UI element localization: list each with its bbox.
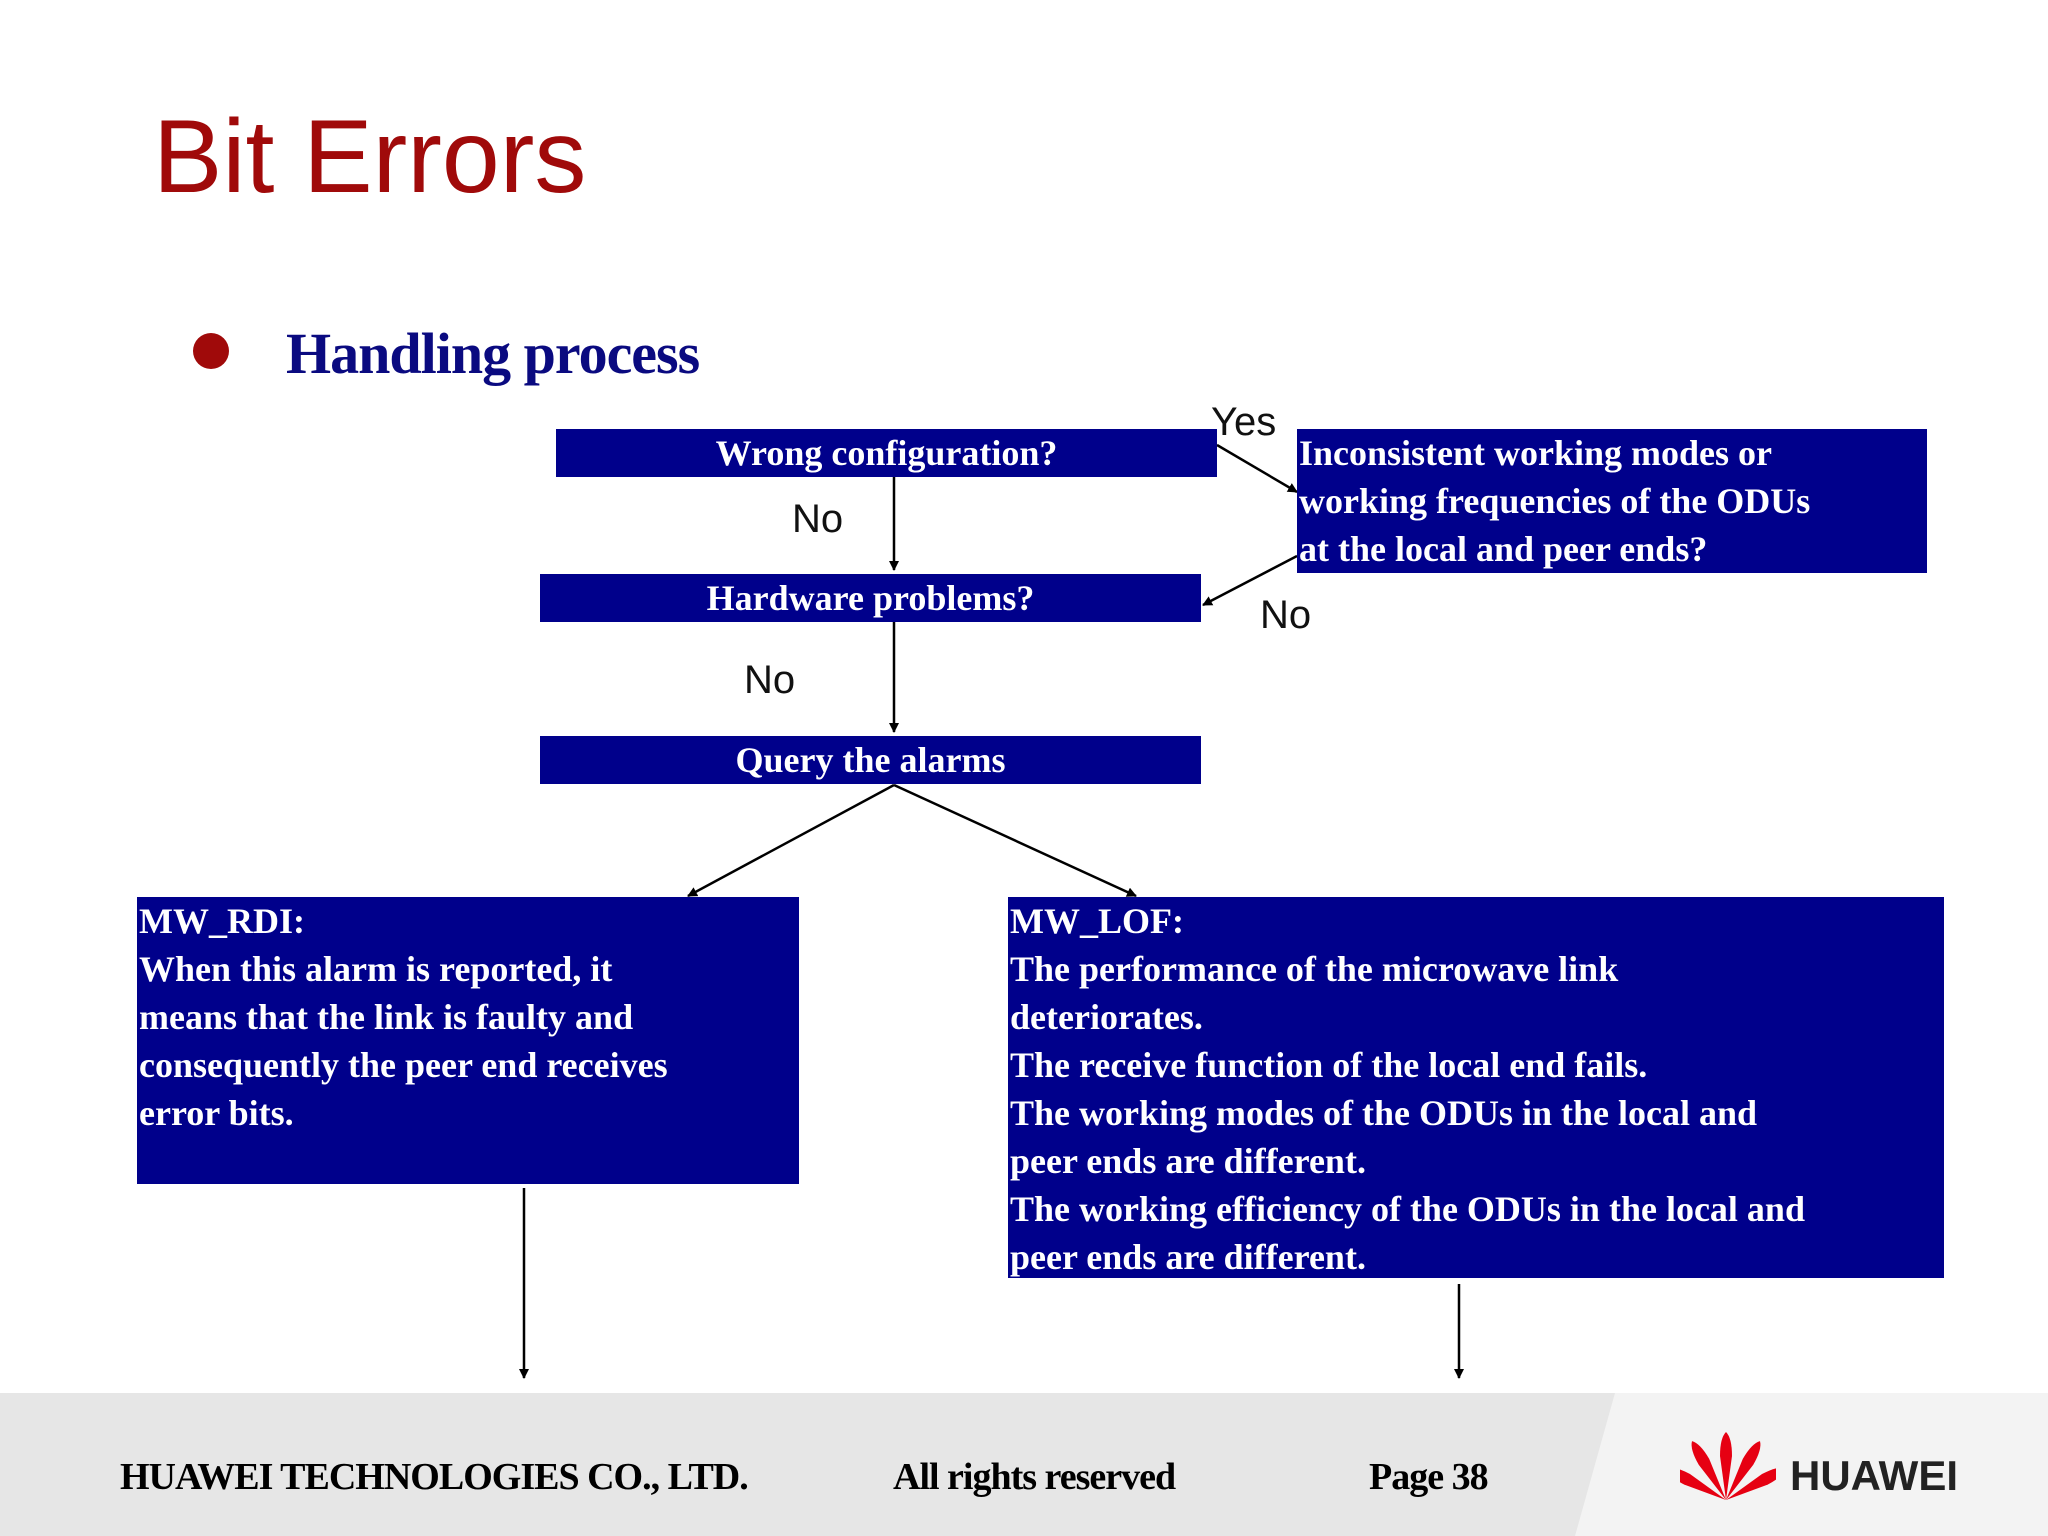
footer-company: HUAWEI TECHNOLOGIES CO., LTD.	[120, 1456, 748, 1498]
label-no-hardware: No	[744, 658, 796, 702]
label-no-config: No	[792, 497, 844, 541]
rdi-line: error bits.	[139, 1093, 294, 1133]
footer-page-number: Page 38	[1369, 1456, 1488, 1498]
lof-line: peer ends are different.	[1010, 1141, 1366, 1181]
footer-rights: All rights reserved	[893, 1456, 1176, 1498]
rdi-line: MW_RDI:	[139, 901, 305, 941]
lof-line: MW_LOF:	[1010, 901, 1184, 941]
box-inconsistent-modes	[1297, 429, 1927, 573]
huawei-logo-text: HUAWEI	[1790, 1452, 1958, 1499]
box-mw-rdi	[137, 897, 799, 1184]
box-wrong-configuration-label: Wrong configuration?	[715, 433, 1058, 473]
arrow-to-rdi	[688, 785, 894, 896]
rdi-line: When this alarm is reported, it	[139, 949, 613, 989]
lof-line: The working efficiency of the ODUs in the local and	[1010, 1189, 1805, 1229]
lof-line: The working modes of the ODUs in the local and	[1010, 1093, 1758, 1133]
label-no-inconsistent: No	[1260, 593, 1312, 637]
rdi-line: means that the link is faulty and	[139, 997, 634, 1037]
inconsistent-line: at the local and peer ends?	[1299, 529, 1708, 569]
lof-line: deteriorates.	[1010, 997, 1203, 1037]
arrow-yes	[1217, 445, 1297, 492]
box-wrong-configuration	[556, 429, 1217, 477]
box-hardware-problems	[540, 574, 1201, 622]
bullet-heading: Handling process	[286, 321, 700, 386]
label-yes: Yes	[1211, 400, 1277, 444]
inconsistent-line: Inconsistent working modes or	[1299, 433, 1773, 473]
arrow-to-lof	[894, 785, 1136, 896]
box-query-alarms	[540, 736, 1201, 784]
huawei-logo-icon	[1680, 1430, 1776, 1504]
box-hardware-problems-label: Hardware problems?	[706, 578, 1035, 618]
lof-line: peer ends are different.	[1010, 1237, 1366, 1277]
lof-line: The performance of the microwave link	[1010, 949, 1619, 989]
box-mw-lof	[1008, 897, 1944, 1278]
slide-title: Bit Errors	[153, 99, 587, 215]
box-query-alarms-label: Query the alarms	[735, 740, 1006, 780]
inconsistent-line: working frequencies of the ODUs	[1299, 481, 1811, 521]
rdi-line: consequently the peer end receives	[139, 1045, 668, 1085]
lof-line: The receive function of the local end fails.	[1010, 1045, 1648, 1085]
